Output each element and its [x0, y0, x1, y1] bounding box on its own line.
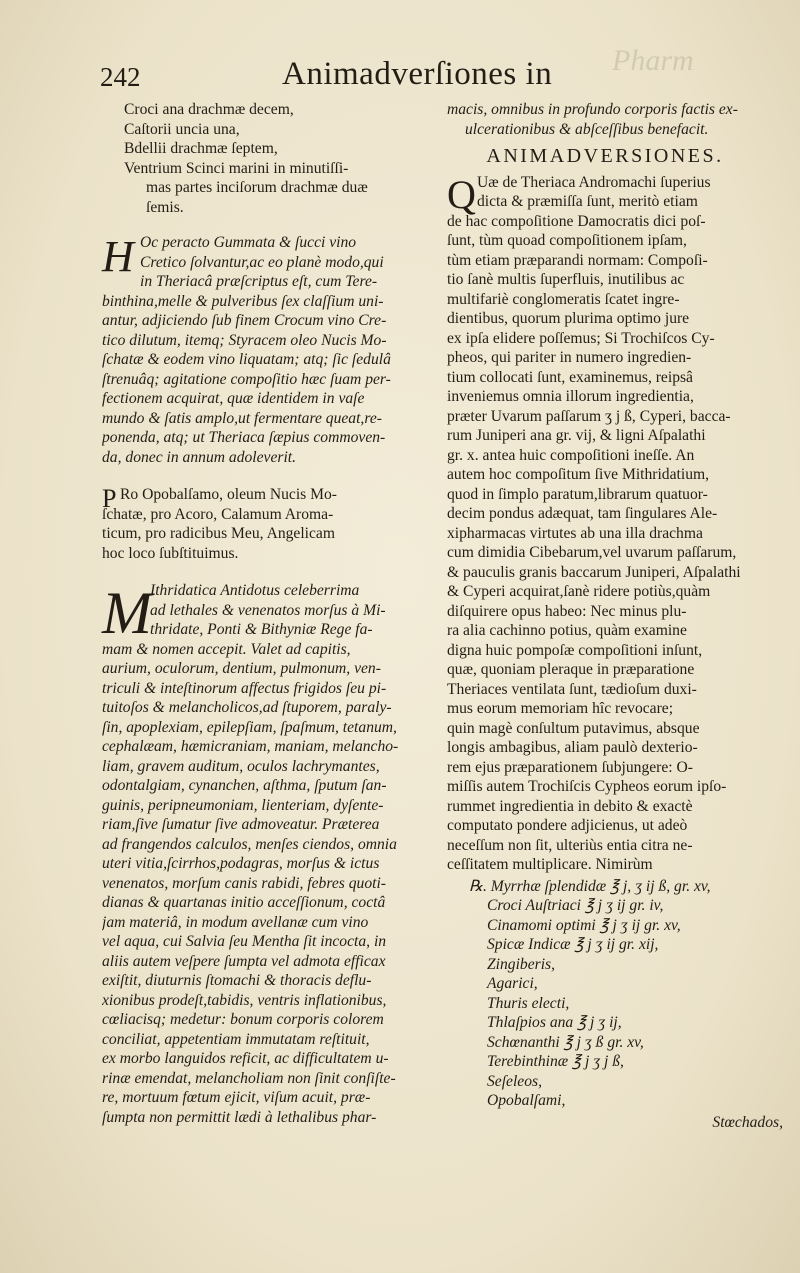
- text-line: cephalæam, hæmicraniam, maniam, melancho-: [102, 738, 399, 755]
- text-line: hoc loco ſubſtituimus.: [102, 544, 239, 562]
- text-line: rinæ emendat, melancholiam non ſinit conſiſte-: [102, 1069, 396, 1087]
- text-line: rummet ingredientia in debito & exactè: [447, 797, 693, 815]
- text-line: Ro Opobalſamo, oleum Nucis Mo-: [120, 486, 337, 503]
- text-line: gr. x. antea huic compoſitioni ineſſe. An: [447, 446, 695, 464]
- recipe-line: Opobalſami,: [487, 1092, 566, 1109]
- text-line: ſchatæ & eodem vino liquatam; atq; ſic ſedulâ: [102, 351, 391, 368]
- text-line: triculi & inteſtinorum affectus frigidos ſeu pi-: [102, 679, 387, 697]
- list-line: Ventrium Scinci marini in minutiſſi-: [124, 159, 349, 177]
- text-line: miſſis autem Trochiſcis Cypheos eorum ipſo-: [447, 778, 727, 795]
- text-line: digna huic pompoſæ compoſitioni inſunt,: [447, 641, 703, 659]
- text-line: cum dimidia Cibebarum,vel uvarum paſſarum,: [447, 544, 737, 561]
- text-line: ſtrenuâq; agitatione compoſitio hæc ſuam per-: [102, 370, 391, 388]
- recipe-list: [447, 877, 783, 1133]
- text-line: quin magè conſultum putavimus, absque: [447, 719, 700, 737]
- text-line: xionibus prodeſt,tabidis, ventris inflationibus,: [102, 991, 387, 1009]
- paragraph-animadversiones: [447, 173, 763, 875]
- page-number: 242: [100, 62, 141, 92]
- text-line: diſquirere opus habeo: Nec minus plu-: [447, 602, 687, 620]
- text-line: ſunt, tùm quoad compoſitionem ipſam,: [447, 232, 687, 249]
- text-line: quæ, quoniam pleraque in præparatione: [447, 661, 695, 678]
- text-line: conciliat, appetentiam immutatam reſtituit,: [102, 1030, 370, 1048]
- text-line: pheos, qui pariter in numero ingredien-: [447, 349, 692, 366]
- text-line: & Cyperi acquirat,ſanè ridere potiùs,quàm: [447, 583, 711, 600]
- text-line: ſin, apoplexiam, epilepſiam, ſpaſmum, tetanum,: [102, 718, 397, 736]
- text-line: Oc peracto Gummata & ſucci vino: [140, 234, 357, 251]
- continued-text: [447, 100, 763, 139]
- text-line: mam & nomen accepit. Valet ad capitis,: [102, 640, 351, 658]
- text-line: computato pondere adjicienus, ut adeò: [447, 817, 688, 834]
- text-line: ulcerationibus & abſceſſibus benefacit.: [465, 120, 709, 138]
- text-line: dientibus, quorum plurima optimo jure: [447, 310, 690, 327]
- text-line: ra alia cachinno potius, quàm examine: [447, 622, 687, 639]
- text-line: multifariè conglomeratis ſcatet ingre-: [447, 290, 680, 308]
- text-line: ex ipſa elidere poſſemus; Si Trochiſcos Cy-: [447, 329, 715, 347]
- right-column: [447, 100, 783, 1132]
- list-line: Bdellii drachmæ ſeptem,: [124, 140, 278, 157]
- text-line: odontalgiam, cynanchen, aſthma, ſputum ſan-: [102, 777, 387, 794]
- recipe-line: Spicæ Indicæ ℥ j ʒ ij gr. xij,: [487, 936, 659, 953]
- recipe-line: Schœnanthi ℥ j ʒ ß gr. xv,: [487, 1033, 644, 1051]
- text-line: quod in ſimplo paratum,librarum quatuor-: [447, 485, 708, 503]
- text-line: jam materiâ, in modum avellanæ cum vino: [102, 913, 369, 931]
- text-line: ex morbo languidos reficit, ac difficultatem u-: [102, 1050, 389, 1067]
- text-line: neceſſum non ſit, ulteriùs entia citra ne-: [447, 836, 693, 854]
- paragraph-mithridatica: [102, 581, 430, 1127]
- text-line: ceſſitatem multiplicare. Nimirùm: [447, 856, 653, 873]
- section-title: ANIMADVERSIONES.: [486, 145, 724, 167]
- text-line: exiſtit, diuturnis ſtomachi & thoracis deflu-: [102, 972, 372, 989]
- running-title: Animadverſiones in: [282, 56, 553, 92]
- text-line: tùm etiam præparandi normam: Compoſi-: [447, 251, 708, 269]
- list-line: Croci ana drachmæ decem,: [124, 101, 294, 118]
- text-line: decim pondus adæquat, tam ſingulares Ale-: [447, 505, 718, 522]
- text-line: tium collocati ſunt, examinemus, reipsâ: [447, 368, 693, 386]
- text-line: cœliacisq; medetur: bonum corporis colorem: [102, 1011, 384, 1028]
- text-line: antur, adjiciendo ſub finem Crocum vino Cre-: [102, 312, 387, 329]
- paragraph-preparation: [102, 233, 430, 467]
- recipe-line: Thlaſpios ana ℥ j ʒ ij,: [487, 1014, 622, 1031]
- text-line: rem ejus præparationem ſubjungere: O-: [447, 758, 693, 776]
- recipe-line: Croci Auſtriaci ℥ j ʒ ij gr. iv,: [487, 897, 664, 914]
- text-line: rum Juniperi ana gr. vij, & ligni Aſpalathi: [447, 427, 706, 444]
- text-line: ſchatæ, pro Acoro, Calamum Aroma-: [102, 505, 334, 523]
- recipe-line: Zingiberis,: [487, 955, 556, 973]
- text-line: ſumpta non permittit lædi à lethalibus phar-: [102, 1108, 377, 1126]
- text-line: uteri vitia,ſcirrhos,podagras, morſus & ictus: [102, 855, 380, 872]
- text-line: in Theriacâ præſcriptus eſt, cum Tere-: [140, 273, 378, 290]
- text-line: mundo & ſatis amplo,ut fermentare queat,re-: [102, 409, 382, 427]
- text-line: Theriaces ventilata ſunt, tædioſum duxi-: [447, 680, 697, 698]
- text-line: dicta & præmiſſa ſunt, meritò etiam: [477, 193, 698, 210]
- text-line: ad lethales & venenatos morſus à Mi-: [150, 601, 386, 619]
- text-line: de hac compoſitione Damocratis dici poſ-: [447, 212, 706, 230]
- catchword: Stœchados,: [712, 1113, 783, 1131]
- left-column: [102, 100, 430, 1127]
- text-line: thridate, Ponti & Bithyniæ Rege fa-: [150, 621, 373, 638]
- text-line: aliis autem veſpere ſumpta vel admota efficax: [102, 952, 386, 970]
- recipe-line: Cinamomi optimi ℥ j ʒ ij gr. xv,: [487, 916, 681, 934]
- list-line: ſemis.: [146, 198, 184, 216]
- text-line: binthina,melle & pulveribus ſex claſſium uni-: [102, 292, 384, 310]
- text-line: præter Uvarum paſſarum ʒ j ß, Cyperi, bacca-: [447, 407, 731, 425]
- ingredient-list: [102, 100, 430, 217]
- text-line: tico dilutum, itemq; Styracem oleo Nucis Mo-: [102, 331, 387, 349]
- list-line: Caſtorii uncia una,: [124, 120, 240, 138]
- text-line: da, donec in annum adoleverit.: [102, 448, 297, 466]
- recipe-line: Seſeleos,: [487, 1072, 542, 1090]
- recipe-line: Thuris electi,: [487, 994, 570, 1012]
- text-line: tio ſanè multis ſuperfluis, inutilibus ac: [447, 271, 685, 288]
- list-line: mas partes inciſorum drachmæ duæ: [146, 179, 368, 196]
- text-line: macis, omnibus in profundo corporis factis ex-: [447, 101, 738, 118]
- drop-cap: P: [102, 484, 117, 513]
- text-line: ad frangendos calculos, menſes ciendos, omnia: [102, 835, 397, 853]
- text-line: liam, gravem auditum, oculos lachrymantes,: [102, 757, 380, 775]
- drop-cap: M: [102, 580, 152, 646]
- text-line: mus eorum memoriam hîc revocare;: [447, 700, 674, 717]
- text-line: fectionem acquirat, quæ identidem in vaſe: [102, 390, 365, 407]
- text-line: tuitoſos & melancholicos,ad ſtuporem, paraly-: [102, 699, 392, 716]
- text-line: re, mortuum fœtum ejicit, viſum acuit, præ-: [102, 1089, 371, 1106]
- text-line: ponenda, atq; ut Theriaca ſæpius commoven-: [102, 429, 386, 446]
- text-line: xipharmacas virtutes ab una illa drachma: [447, 524, 703, 542]
- recipe-line: Agarici,: [487, 975, 538, 992]
- text-line: dianas & quartanas initio acceſſionum, coctâ: [102, 894, 386, 911]
- text-line: ticum, pro radicibus Meu, Angelicam: [102, 525, 335, 542]
- text-line: longis ambagibus, aliam paulò dexterio-: [447, 739, 698, 756]
- text-line: vel aqua, cui Salvia ſeu Mentha ſit incocta, in: [102, 933, 387, 950]
- page-header: [0, 48, 800, 98]
- text-line: venenatos, morſum canis rabidi, febres quoti-: [102, 874, 386, 892]
- text-line: guinis, peripneumoniam, lienteriam, dyſente-: [102, 796, 384, 814]
- text-line: Uæ de Theriaca Andromachi ſuperius: [477, 173, 711, 191]
- text-line: inveniemus omnia illorum ingredientia,: [447, 388, 694, 405]
- text-line: Ithridatica Antidotus celeberrima: [150, 582, 360, 599]
- recipe-line: Terebinthinæ ℥ j ʒ j ß,: [487, 1053, 624, 1070]
- text-line: & pauculis granis baccarum Juniperi, Aſpalathi: [447, 563, 741, 581]
- text-line: autem hoc compoſitum ſive Mithridatium,: [447, 466, 710, 483]
- text-line: riam,ſive ſumatur ſive admoveatur. Præterea: [102, 816, 380, 833]
- paragraph-substitutions: [102, 485, 430, 563]
- text-line: aurium, oculorum, dentium, pulmonum, ven-: [102, 660, 381, 677]
- drop-cap: Q: [447, 171, 476, 217]
- drop-cap: H: [102, 232, 134, 281]
- bleed-through-text: Pharm: [612, 44, 694, 77]
- recipe-line: ℞. Myrrhæ ſplendidæ ℥ j, ʒ ij ß, gr. xv,: [469, 877, 711, 895]
- text-line: Cretico ſolvantur,ac eo planè modo,qui: [140, 253, 384, 271]
